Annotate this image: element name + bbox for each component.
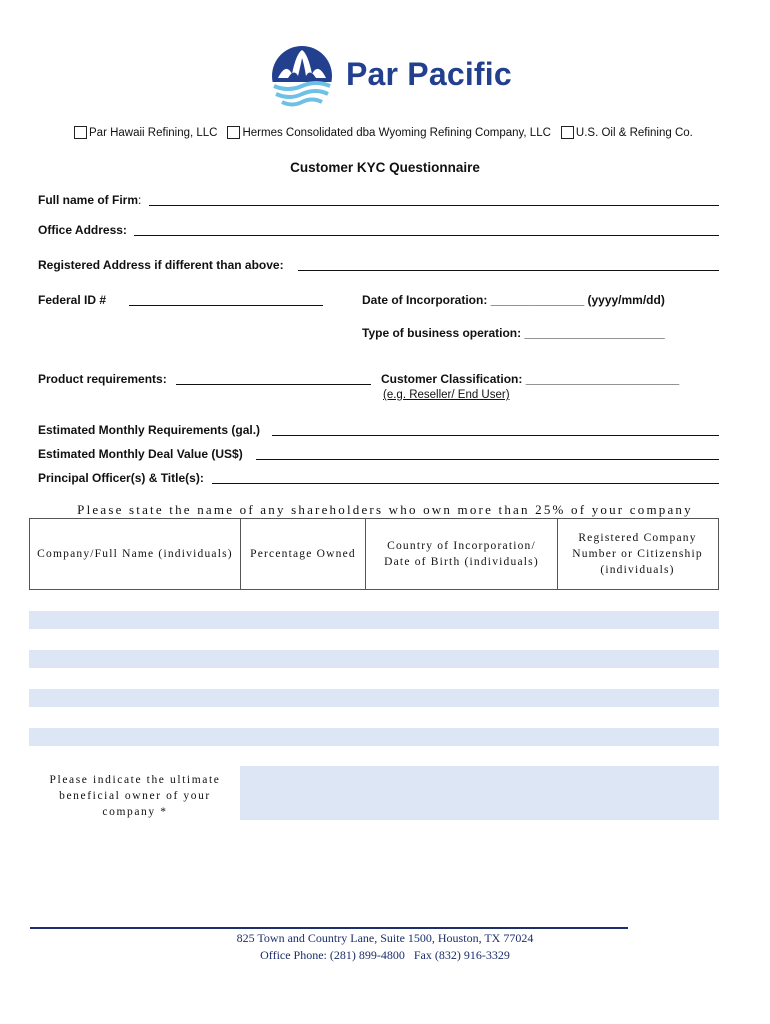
table-row[interactable] xyxy=(29,689,719,707)
brand-name: Par Pacific xyxy=(346,56,512,92)
checkbox[interactable] xyxy=(227,126,240,139)
federal-id-label: Federal ID # xyxy=(38,293,107,307)
office-address-field[interactable] xyxy=(134,235,719,236)
footer-divider xyxy=(30,927,628,929)
full-name-label: Full name of Firm: xyxy=(38,193,142,207)
federal-id-field[interactable] xyxy=(129,305,323,306)
monthly-deal-field[interactable] xyxy=(256,459,719,460)
logo-mark-icon xyxy=(268,44,340,110)
business-type-label: Type of business operation: _____________________ xyxy=(362,326,665,340)
full-name-field[interactable] xyxy=(149,205,719,206)
shareholders-title: Please state the name of any shareholders who own more than 25% of your company xyxy=(77,502,693,517)
table-row[interactable] xyxy=(29,611,719,629)
shareholders-table-header xyxy=(29,518,719,590)
customer-classification-label: Customer Classification: _______________________ xyxy=(381,372,680,386)
product-requirements-label: Product requirements: xyxy=(38,372,167,386)
ubo-field[interactable] xyxy=(240,766,719,820)
principal-officers-field[interactable] xyxy=(212,483,719,484)
form-title: Customer KYC Questionnaire xyxy=(290,160,480,175)
registered-address-label: Registered Address if different than above: xyxy=(38,258,284,272)
company-selector xyxy=(74,126,703,139)
business-type-field[interactable]: _____________________ xyxy=(524,326,665,340)
company-label: U.S. Oil & Refining Co. xyxy=(575,126,693,139)
company-label: Hermes Consolidated dba Wyoming Refining Company, LLC xyxy=(242,126,551,139)
customer-classification-note: (e.g. Reseller/ End User) xyxy=(383,389,510,401)
company-label: Par Hawaii Refining, LLC xyxy=(89,126,218,139)
registered-address-field[interactable] xyxy=(298,270,719,271)
table-row[interactable] xyxy=(29,650,719,668)
footer-address: 825 Town and Country Lane, Suite 1500, Houston, TX 77024 xyxy=(236,931,534,945)
monthly-requirements-label: Estimated Monthly Requirements (gal.) xyxy=(38,423,261,437)
column-header: Country of Incorporation/ Date of Birth (individuals) xyxy=(366,519,558,589)
principal-officers-label: Principal Officer(s) & Title(s): xyxy=(38,471,204,485)
checkbox[interactable] xyxy=(561,126,574,139)
office-address-label: Office Address: xyxy=(38,223,127,237)
column-header: Percentage Owned xyxy=(241,519,366,589)
checkbox[interactable] xyxy=(74,126,87,139)
table-row[interactable] xyxy=(29,728,719,746)
customer-classification-field[interactable]: _______________________ xyxy=(525,372,680,386)
date-incorporation-label: Date of Incorporation: ______________ (yyyy/mm/dd) xyxy=(362,293,665,307)
date-incorporation-field[interactable]: ______________ xyxy=(490,293,585,307)
company-option[interactable] xyxy=(227,126,550,139)
company-option[interactable] xyxy=(74,126,217,139)
column-header: Company/Full Name (individuals) xyxy=(30,519,241,589)
column-header: Registered Company Number or Citizenship (individuals) xyxy=(572,532,703,576)
product-requirements-field[interactable] xyxy=(176,384,371,385)
footer-phones: Office Phone: (281) 899-4800 Fax (832) 916-3329 xyxy=(260,948,510,962)
monthly-requirements-field[interactable] xyxy=(272,435,719,436)
company-option[interactable] xyxy=(561,126,693,139)
monthly-deal-label: Estimated Monthly Deal Value (US$) xyxy=(38,447,243,461)
par-pacific-logo xyxy=(268,44,538,110)
ubo-label: Please indicate the ultimate beneficial owner of your company * xyxy=(49,774,221,818)
